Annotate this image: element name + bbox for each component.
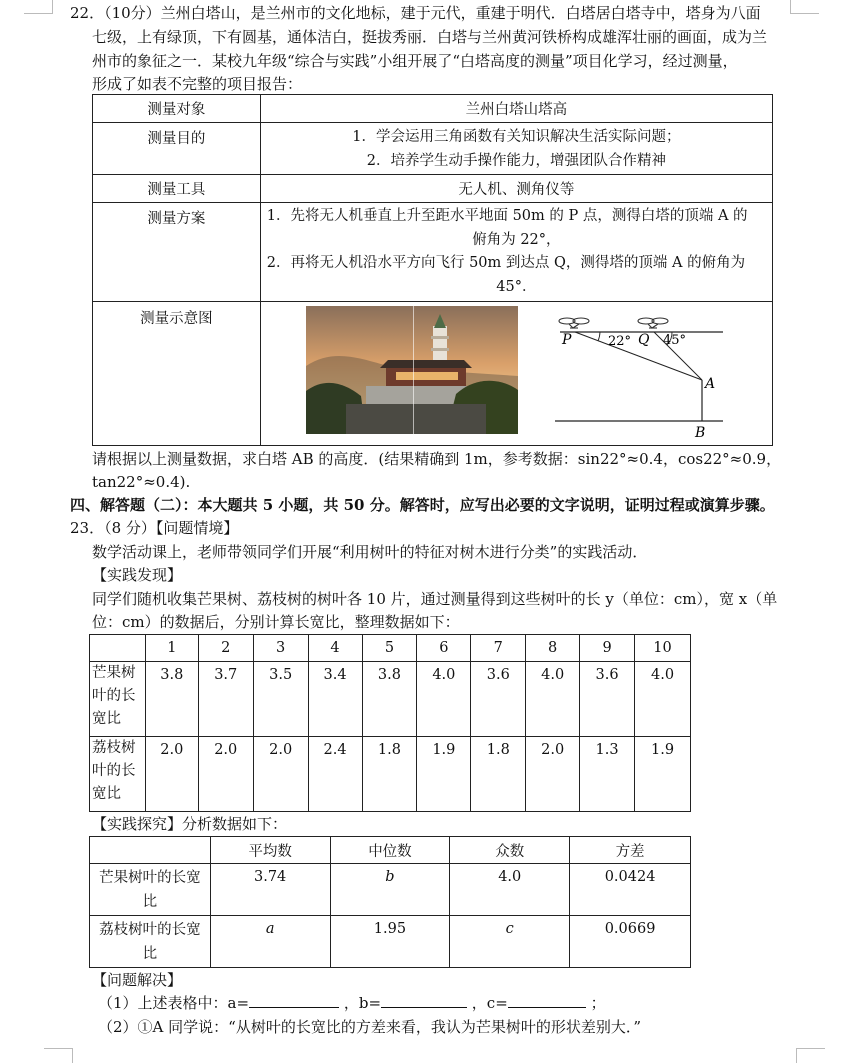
q23-explore-head: 【实践探究】分析数据如下：	[92, 815, 288, 833]
mango-median: b	[330, 864, 450, 916]
object-value: 兰州白塔山塔高	[260, 95, 772, 123]
lychee-variance: 0.0669	[570, 916, 691, 968]
mango-ratio-cell: 4.0	[526, 662, 580, 737]
header-cell: 方差	[570, 837, 691, 864]
lychee-ratio-cell: 1.8	[471, 737, 526, 812]
header-cell: 5	[362, 635, 417, 662]
mango-ratio-cell: 3.8	[362, 662, 417, 737]
row-label-mango: 芒果树 叶的长 宽比	[90, 662, 146, 737]
lychee-ratio-cell: 2.0	[253, 737, 308, 812]
drone-icon	[559, 318, 589, 328]
q23-sub2: （2）①A 同学说：“从树叶的长宽比的方差来看，我认为芒果树叶的形状差别大．”	[98, 1018, 641, 1036]
q23-discover-text: 同学们随机收集芒果树、荔枝树的树叶各 10 片，通过测量得到这些树叶的长 y（单位：cm），宽 x（单	[92, 590, 778, 608]
q23-discover-head: 【实践发现】	[92, 566, 183, 584]
mango-ratio-cell: 4.0	[417, 662, 471, 737]
lychee-mode: c	[450, 916, 570, 968]
plan-step: 1．先将无人机垂直上升至距水平地面 50m 的 P 点，测得白塔的顶端 A 的	[266, 208, 748, 224]
tools-label: 测量工具	[93, 175, 261, 203]
statistics-table	[89, 836, 691, 968]
label-p: P	[562, 332, 572, 348]
header-cell: 2	[198, 635, 253, 662]
mango-ratio-cell: 4.0	[635, 662, 691, 737]
object-label: 测量对象	[93, 95, 261, 123]
header-cell: 7	[471, 635, 526, 662]
q23-title: 23．（8 分）【问题情境】	[70, 519, 239, 537]
q22-ask: tan22°≈0.4).	[92, 473, 191, 491]
label-b: B	[695, 425, 706, 441]
q22-ask: 请根据以上测量数据，求白塔 AB 的高度．(结果精确到 1m，参考数据：sin22°≈0.4，cos22°≈0.9，	[92, 450, 782, 468]
header-cell: 9	[580, 635, 635, 662]
lychee-ratio-cell: 1.8	[362, 737, 417, 812]
answer-blank-c[interactable]	[508, 993, 586, 1008]
lychee-ratio-cell: 1.9	[635, 737, 691, 812]
label-angle-45: 45°	[663, 333, 687, 348]
q22-line: 七级，上有绿顶，下有圆基，通体洁白，挺拔秀丽．白塔与兰州黄河铁桥构成雄浑壮丽的画面，成为兰	[92, 28, 768, 46]
plan-value	[260, 203, 772, 302]
header-cell: 6	[417, 635, 471, 662]
header-cell: 3	[253, 635, 308, 662]
label-a: A	[705, 376, 716, 392]
corner-mark	[790, 0, 819, 14]
pagoda-photo	[306, 306, 518, 434]
plan-step: 2．再将无人机沿水平方向飞行 50m 到达点 Q，测得塔的顶端 A 的俯角为	[266, 255, 746, 271]
plan-label: 测量方案	[93, 203, 261, 302]
sub1-end: ；	[590, 994, 606, 1012]
sub1-prefix: （1）上述表格中：a=	[98, 994, 250, 1012]
mango-mode: 4.0	[450, 864, 570, 916]
lychee-ratio-cell: 2.4	[308, 737, 362, 812]
header-cell: 1	[145, 635, 198, 662]
mango-variance: 0.0424	[570, 864, 691, 916]
sub1-b: ，b=	[343, 994, 382, 1012]
section-heading: 四、解答题（二）：本大题共 5 小题，共 50 分。解答时，应写出必要的文字说明，证明过程或演算步骤。	[70, 496, 775, 514]
answer-blank-a[interactable]	[249, 993, 339, 1008]
row-label-lychee: 荔枝树叶的长宽 比	[90, 916, 211, 968]
purpose-item: 2．培养学生动手操作能力，增强团队合作精神	[366, 152, 666, 169]
lychee-ratio-cell: 1.9	[417, 737, 471, 812]
q23-solve-head: 【问题解决】	[92, 971, 183, 989]
tools-value: 无人机、测角仪等	[260, 175, 772, 203]
mango-ratio-cell: 3.7	[198, 662, 253, 737]
header-cell: 8	[526, 635, 580, 662]
header-cell: 中位数	[330, 837, 450, 864]
lychee-ratio-cell: 2.0	[145, 737, 198, 812]
answer-blank-b[interactable]	[381, 993, 467, 1008]
mango-ratio-cell: 3.8	[145, 662, 198, 737]
label-q: Q	[638, 332, 650, 348]
row-label-lychee: 荔枝树 叶的长 宽比	[90, 737, 146, 812]
q22-line: 形成了如表不完整的项目报告：	[92, 75, 303, 93]
mango-ratio-cell: 3.4	[308, 662, 362, 737]
header-cell: 10	[635, 635, 691, 662]
lychee-ratio-cell: 2.0	[198, 737, 253, 812]
q22-line: 州市的象征之一．某校九年级“综合与实践”小组开展了“白塔高度的测量”项目化学习，经过测量，	[92, 52, 738, 70]
plan-step: 45°．	[496, 278, 537, 295]
mango-ratio-cell: 3.6	[471, 662, 526, 737]
diagram-label: 测量示意图	[93, 302, 261, 446]
lychee-ratio-cell: 1.3	[580, 737, 635, 812]
mango-mean: 3.74	[210, 864, 330, 916]
purpose-item: 1．学会运用三角函数有关知识解决生活实际问题；	[352, 128, 681, 145]
lychee-median: 1.95	[330, 916, 450, 968]
measurement-diagram	[545, 306, 730, 442]
q23-discover-text: 位：cm）的数据后，分别计算长宽比，整理数据如下：	[92, 613, 460, 631]
q23-intro: 数学活动课上，老师带领同学们开展“利用树叶的特征对树木进行分类”的实践活动．	[92, 543, 648, 561]
label-angle-22: 22°	[608, 334, 632, 349]
mango-ratio-cell: 3.6	[580, 662, 635, 737]
corner-mark	[24, 0, 53, 14]
q22-line: 22．（10分）兰州白塔山，是兰州市的文化地标，建于元代，重建于明代．白塔居白塔寺中，塔身为八面	[70, 4, 761, 22]
leaf-ratio-table	[89, 634, 691, 812]
row-label-mango: 芒果树叶的长宽 比	[90, 864, 211, 916]
lychee-ratio-cell: 2.0	[526, 737, 580, 812]
lychee-mean: a	[210, 916, 330, 968]
purpose-value	[260, 123, 772, 175]
header-cell: 平均数	[210, 837, 330, 864]
header-cell	[90, 837, 211, 864]
header-cell: 4	[308, 635, 362, 662]
header-cell: 众数	[450, 837, 570, 864]
header-cell	[90, 635, 146, 662]
drone-icon	[638, 318, 668, 328]
mango-ratio-cell: 3.5	[253, 662, 308, 737]
purpose-label: 测量目的	[93, 123, 261, 175]
q23-sub1	[98, 992, 606, 1014]
sub1-c: ，c=	[471, 994, 508, 1012]
plan-step: 俯角为 22°，	[472, 231, 561, 248]
